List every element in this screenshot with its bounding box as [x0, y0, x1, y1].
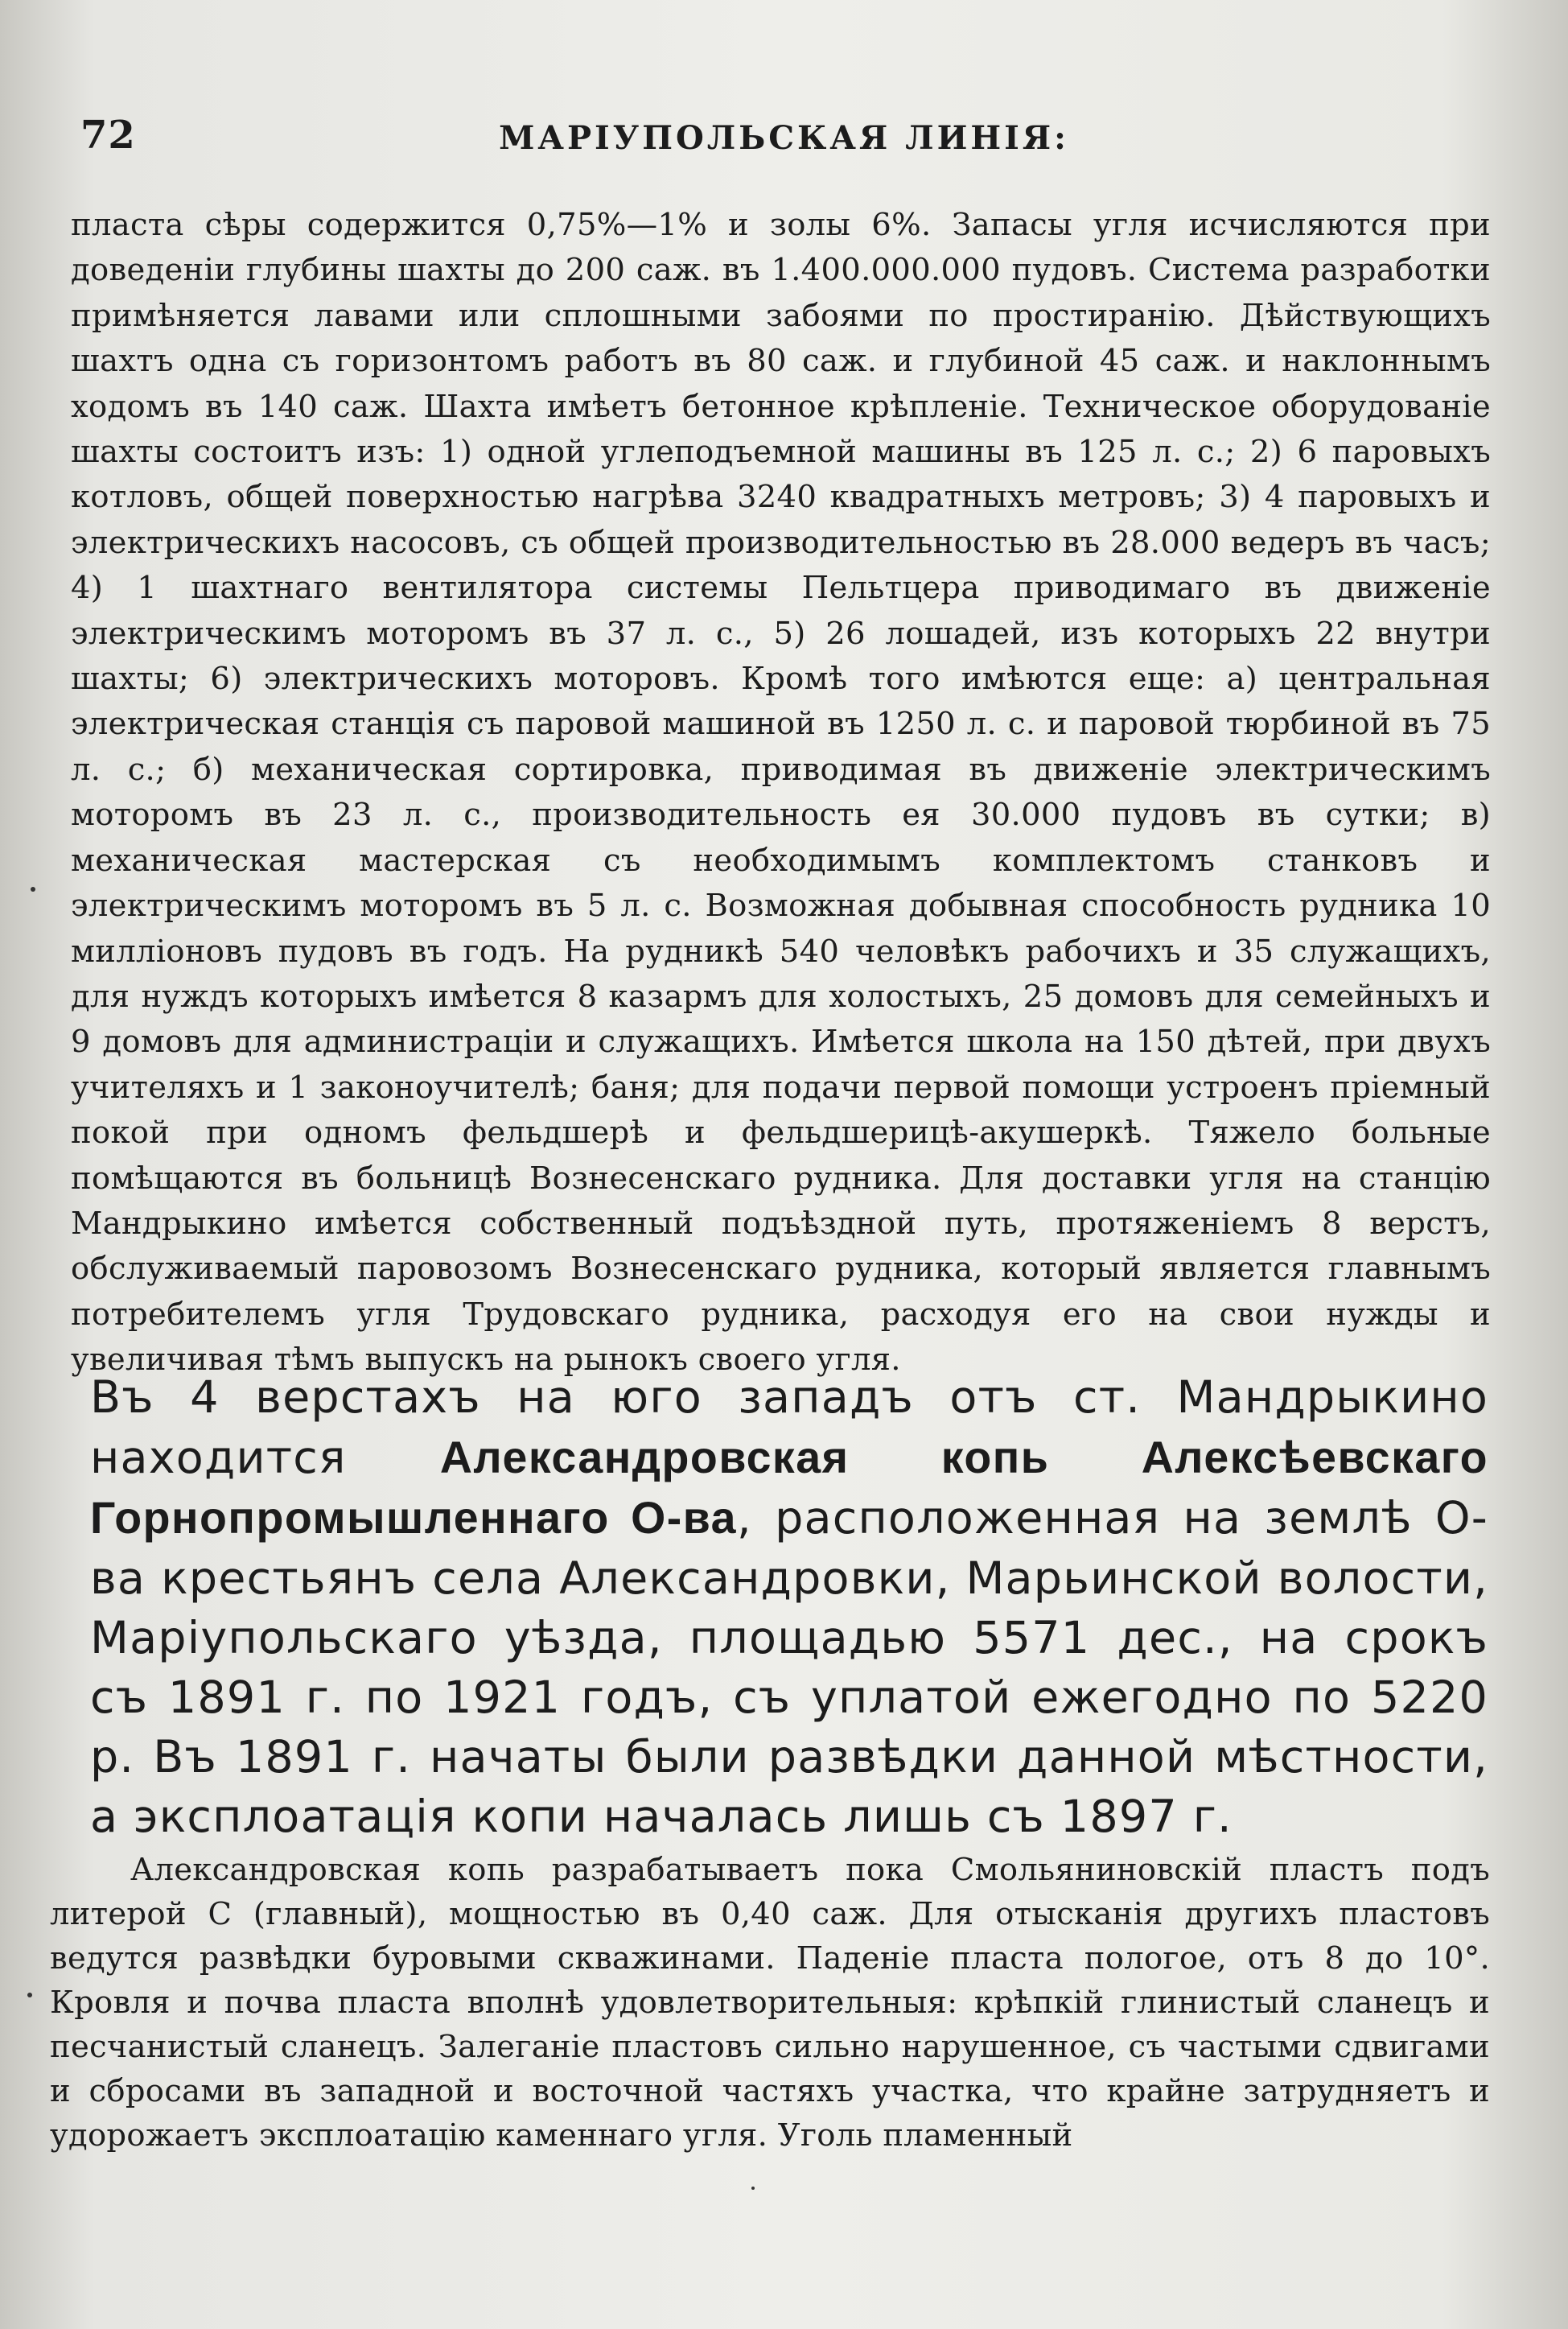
paragraph-mine-description — [71, 203, 1491, 1383]
running-title: МАРІУПОЛЬСКАЯ ЛИНІЯ: — [499, 119, 1069, 157]
paragraph-text: Александровская копь разрабатываетъ пока Смольяниновскій пластъ подъ литерой С (главный), мощностью въ 0,40 саж. Для отысканія другихъ пластовъ ведутся развѣдки буровыми скважинами. Паденіе пласта пологое, отъ 8 до 10°. Кровля и почва пласта вполнѣ удовлетворительныя: крѣпкій глинистый сланецъ и песчанистый сланецъ. Залеганіе пластовъ сильно нарушенное, съ частыми сдвигами и сбросами въ западной и восточной частяхъ участка, что крайне затрудняетъ и удорожаетъ эксплоатацію каменнаго угля. Уголь пламенный — [50, 1852, 1490, 2154]
page-number: 72 — [80, 113, 136, 158]
paragraph-text — [90, 1368, 1488, 1848]
page-header — [76, 113, 1492, 169]
print-speck — [31, 887, 35, 892]
print-speck — [751, 2187, 755, 2190]
paragraph-aleksandrovskaya-intro — [90, 1368, 1488, 1848]
print-speck — [27, 1993, 32, 1997]
intro-text: Въ 4 верстахъ на юго западъ отъ ст. Мандрыкино находится — [90, 1371, 1488, 1485]
company-name: Александровская копь Алексѣевскаго Горнопромышленнаго О-ва — [90, 1432, 1488, 1544]
paragraph-aleksandrovskaya-details — [50, 1848, 1490, 2158]
paragraph-text: пласта сѣры содержится 0,75%—1% и золы 6%. Запасы угля исчисляются при доведеніи глубины шахты до 200 саж. въ 1.400.000.000 пудовъ. Система разработки примѣняется лавами или сплошными забоями по простиранію. Дѣйствующихъ шахтъ одна съ горизонтомъ работъ въ 80 саж. и глубиной 45 саж. и наклоннымъ ходомъ въ 140 саж. Шахта имѣетъ бетонное крѣпленіе. Техническое оборудованіе шахты состоитъ изъ: 1) одной углеподъемной машины въ 125 л. с.; 2) 6 паровыхъ котловъ, общей поверхностью нагрѣва 3240 квадратныхъ метровъ; 3) 4 паровыхъ и электрическихъ насосовъ, съ общей производительностью въ 28.000 ведеръ въ часъ; 4) 1 шахтнаго вентилятора системы Пельтцера приводимаго въ движеніе электрическимъ моторомъ въ 37 л. с., 5) 26 лошадей, изъ которыхъ 22 внутри шахты; 6) электрическихъ моторовъ. Кромѣ того имѣются еще: а) центральная электрическая станція съ паровой машиной въ 1250 л. с. и паровой тюрбиной въ 75 л. с.; б) механическая сортировка, приводимая въ движеніе электрическимъ моторомъ въ 23 л. с., производительность ея 30.000 пудовъ въ сутки; в) механическая мастерская съ необходимымъ комплектомъ станковъ и электрическимъ моторомъ въ 5 л. с. Возможная добывная способность рудника 10 милліоновъ пудовъ въ годъ. На рудникѣ 540 человѣкъ рабочихъ и 35 служащихъ, для нуждъ которыхъ имѣется 8 казармъ для холостыхъ, 25 домовъ для семейныхъ и 9 домовъ для администраціи и служащихъ. Имѣется школа на 150 дѣтей, при двухъ учителяхъ и 1 законоучителѣ; баня; для подачи первой помощи устроенъ пріемный покой при одномъ фельдшерѣ и фельдшерицѣ-акушеркѣ. Тяжело больные помѣщаются въ больницѣ Вознесенскаго рудника. Для доставки угля на станцію Мандрыкино имѣется собственный подъѣздной путь, протяженіемъ 8 верстъ, обслуживаемый паровозомъ Вознесенскаго рудника, который является главнымъ потребителемъ угля Трудовскаго рудника, расходуя его на свои нужды и увеличивая тѣмъ выпускъ на рынокъ своего угля. — [71, 207, 1491, 1379]
intro-text-continued: , расположенная на землѣ О-ва крестьянъ села Александровки, Марьинской волости, Маріупольскаго уѣзда, площадью 5571 дес., на срокъ съ 1891 г. по 1921 годъ, съ уплатой ежегодно по 5220 р. Въ 1891 г. начаты были развѣдки данной мѣстности, а эксплоатація копи началась лишь съ 1897 г. — [90, 1492, 1488, 1844]
